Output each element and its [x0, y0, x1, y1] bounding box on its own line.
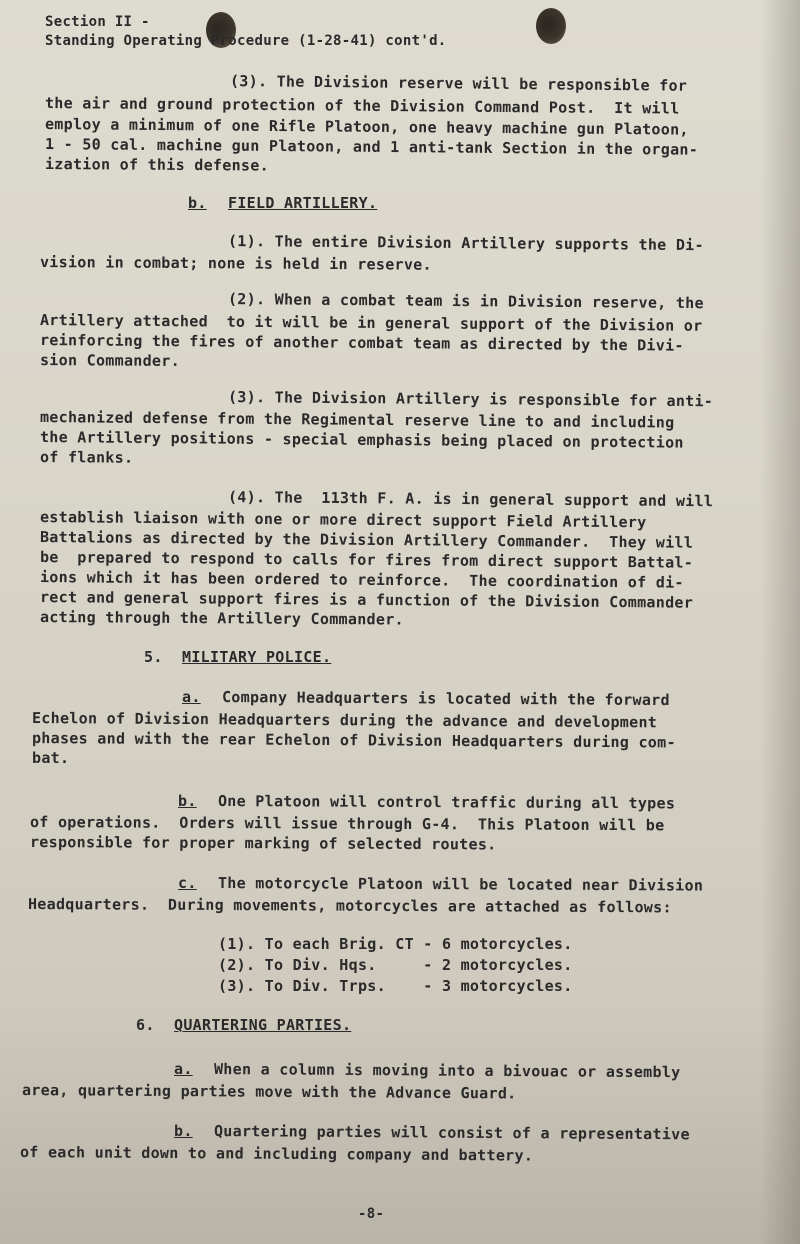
fa-para4-line-6: rect and general support fires is a function of the Division Commander: [39, 588, 694, 612]
page-number: -8-: [358, 1206, 385, 1222]
fa-para2-line-4: sion Commander.: [39, 351, 181, 370]
motorcycle-line-2: (2). To Div. Hqs. - 2 motorcycles.: [218, 956, 573, 974]
mp-b-line-1: One Platoon will control traffic during all types: [217, 792, 676, 813]
mp-c-marker: c.: [178, 874, 197, 892]
qp-heading: QUARTERING PARTIES.: [174, 1016, 352, 1034]
field-artillery-heading: FIELD ARTILLERY.: [228, 194, 378, 212]
mp-b-line-3: responsible for proper marking of selected routes.: [29, 833, 497, 854]
reserve-line-3: employ a minimum of one Rifle Platoon, one heavy machine gun Platoon,: [44, 115, 689, 139]
qp-a-line-1: When a column is moving into a bivouac or assembly: [213, 1060, 681, 1082]
fa-para2-line-1: (2). When a combat team is in Division reserve, the: [227, 290, 704, 313]
fa-para4-line-1: (4). The 113th F. A. is in general support and will: [227, 488, 714, 511]
fa-para3-line-3: the Artillery positions - special emphasis being placed on protection: [39, 428, 684, 452]
fa-para1-line-1: (1). The entire Division Artillery supports the Di-: [227, 232, 704, 255]
reserve-line-5: ization of this defense.: [44, 155, 270, 175]
field-artillery-marker: b.: [188, 194, 207, 212]
fa-para4-line-5: ions which it has been ordered to reinforce. The coordination of di-: [39, 568, 684, 592]
reserve-line-2: the air and ground protection of the Division Command Post. It will: [44, 94, 680, 118]
header-title: Standing Operating Procedure (1-28-41) cont'd.: [45, 33, 447, 49]
mp-a-line-3: phases and with the rear Echelon of Division Headquarters during com-: [31, 729, 676, 752]
qp-b-marker: b.: [174, 1122, 193, 1140]
mp-number: 5.: [144, 648, 163, 666]
fa-para3-line-1: (3). The Division Artillery is responsible for anti-: [227, 388, 714, 411]
mp-a-line-4: bat.: [32, 749, 70, 767]
fa-para2-line-2: Artillery attached to it will be in general support of the Division or: [39, 311, 703, 335]
page-shadow: [760, 0, 800, 1244]
mp-c-line-2: Headquarters. During movements, motorcycles are attached as follows:: [27, 895, 672, 917]
fa-para4-line-7: acting through the Artillery Commander.: [39, 608, 404, 629]
qp-a-line-2: area, quartering parties move with the Advance Guard.: [21, 1081, 517, 1103]
mp-b-line-2: of operations. Orders will issue through G-4. This Platoon will be: [29, 813, 665, 835]
motorcycle-line-1: (1). To each Brig. CT - 6 motorcycles.: [218, 935, 573, 953]
mp-a-marker: a.: [182, 688, 201, 706]
fa-para1-line-2: vision in combat; none is held in reserve.: [39, 253, 432, 274]
qp-number: 6.: [136, 1016, 155, 1034]
mp-heading: MILITARY POLICE.: [182, 648, 332, 666]
fa-para4-line-2: establish liaison with one or more direct support Field Artillery: [39, 508, 647, 532]
header-section: Section II -: [45, 14, 150, 30]
punch-hole-right: [536, 8, 566, 44]
qp-b-line-1: Quartering parties will consist of a representative: [213, 1122, 690, 1144]
qp-a-marker: a.: [174, 1060, 193, 1078]
mp-a-line-2: Echelon of Division Headquarters during the advance and development: [31, 709, 658, 732]
reserve-line-4: 1 - 50 cal. machine gun Platoon, and 1 anti-tank Section in the organ-: [44, 135, 699, 159]
fa-para3-line-4: of flanks.: [39, 448, 134, 467]
mp-a-line-1: Company Headquarters is located with the forward: [221, 688, 670, 710]
fa-para2-line-3: reinforcing the fires of another combat team as directed by the Divi-: [39, 331, 684, 355]
fa-para4-line-3: Battalions as directed by the Division Artillery Commander. They will: [39, 528, 694, 552]
reserve-line-1: (3). The Division reserve will be responsible for: [229, 72, 688, 95]
fa-para4-line-4: be prepared to respond to calls for fires from direct support Battal-: [39, 548, 694, 572]
qp-b-line-2: of each unit down to and including company and battery.: [19, 1143, 534, 1165]
motorcycle-line-3: (3). To Div. Trps. - 3 motorcycles.: [218, 977, 573, 995]
mp-c-line-1: The motorcycle Platoon will be located near Division: [217, 874, 704, 895]
fa-para3-line-2: mechanized defense from the Regimental reserve line to and including: [39, 408, 675, 432]
mp-b-marker: b.: [178, 792, 197, 810]
